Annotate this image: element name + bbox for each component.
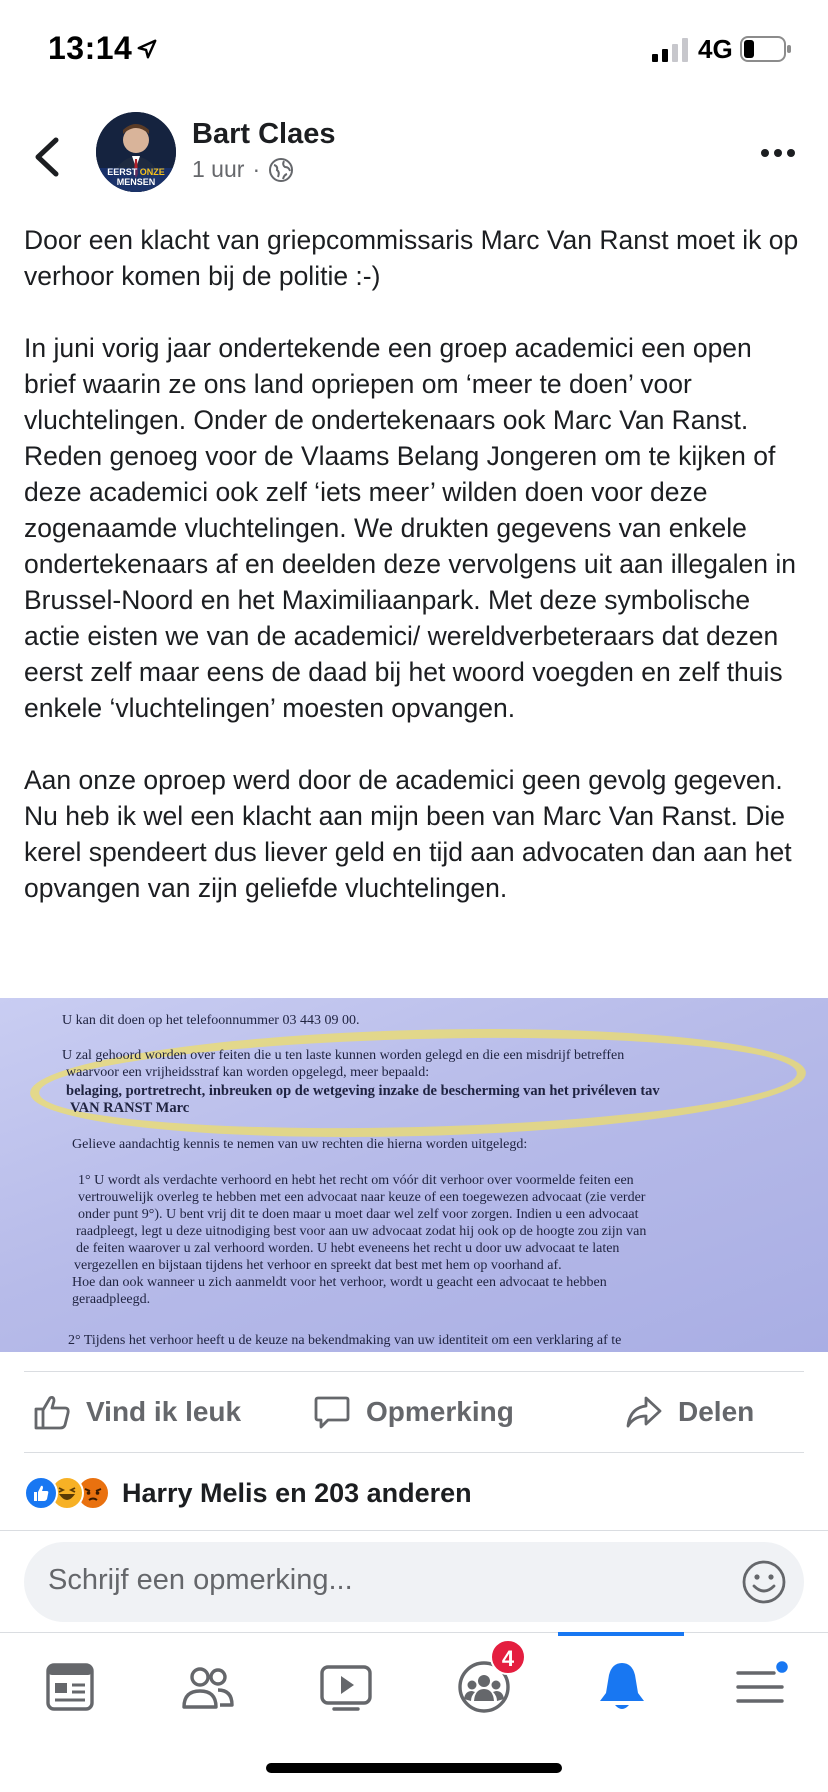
divider [24,1452,804,1453]
back-arrow-icon[interactable] [28,134,68,180]
like-reaction-icon [24,1476,58,1510]
post-photo-document[interactable] [0,998,828,1352]
comment-input[interactable] [24,1542,804,1622]
post-actions [0,1372,828,1452]
signal-strength-icon [652,38,690,62]
status-bar [0,0,828,100]
bell-icon [592,1657,652,1717]
nav-menu[interactable] [730,1657,790,1717]
post-time[interactable]: 1 uur [192,156,245,182]
network-type: 4G [698,34,733,64]
nav-watch[interactable] [316,1657,376,1717]
doc-line: Gelieve aandachtig kennis te nemen van uw rechten die hierna worden uitgelegd: [72,1137,528,1152]
reactions-summary[interactable] [24,1472,472,1514]
watch-video-icon [316,1657,376,1717]
comment-button[interactable] [312,1392,514,1432]
active-tab-indicator [558,1632,684,1636]
battery-icon [740,36,792,62]
doc-line: vergezellen en bijstaan tijdens het verhoor en spreekt dat best met hem op voorhand af. [74,1258,562,1273]
post-header [0,110,828,202]
doc-line: onder punt 9°). U bent vrij dit te doen maar u moet daar wel zelf voor zorgen. Indien u een advocaat [78,1207,639,1222]
doc-line: 2° Tijdens het verhoor heeft u de keuze na bekendmaking van uw identiteit om een verklaring af te [68,1333,622,1348]
doc-line: U kan dit doen op het telefoonnummer 03 443 09 00. [62,1013,360,1028]
nav-news-feed[interactable] [40,1657,100,1717]
emoji-icon[interactable] [740,1558,788,1606]
news-feed-icon [40,1657,100,1717]
comment-bubble-icon [312,1392,352,1432]
comment-label: Opmerking [366,1396,514,1427]
hamburger-menu-icon [730,1657,790,1717]
groups-notification-badge: 4 [490,1639,526,1675]
thumbs-up-icon [32,1392,72,1432]
like-button[interactable] [32,1392,241,1432]
doc-line-bold: VAN RANST Marc [70,1100,190,1116]
nav-groups[interactable] [454,1646,515,1717]
author-avatar[interactable] [96,112,176,192]
like-label: Vind ik leuk [86,1396,242,1427]
more-options-icon[interactable] [758,138,798,168]
comment-placeholder: Schrijf een opmerking... [48,1564,353,1596]
doc-line-bold: belaging, portretrecht, inbreuken op de wetgeving inzake de bescherming van het privéleven tav [66,1083,660,1099]
post-paragraph: Aan onze oproep werd door de academici geen gevolg gegeven. Nu heb ik wel een klacht aan mijn been van Marc Van Ranst. Die kerel spendeert dus liever geld en tijd aan advocaten dan aan het opvangen van zijn geliefde vluchtelingen. [24,765,792,903]
doc-line: geraadpleegd. [72,1292,151,1307]
avatar-caption-2: ONZE [139,167,165,177]
location-arrow-icon [136,38,158,60]
post-body [24,222,808,942]
friends-icon [178,1657,238,1717]
meta-separator: · [252,156,261,182]
doc-line: de feiten waarover u zal verhoord worden. U hebt eveneens het recht u door uw advocaat te laten [76,1241,620,1256]
doc-line: 1° U wordt als verdachte verhoord en hebt het recht om vóór dit verhoor over voormelde feiten een [78,1173,634,1188]
divider [0,1530,828,1531]
reactions-names[interactable]: Harry Melis en 203 anderen [122,1477,472,1508]
share-arrow-icon [624,1392,664,1432]
doc-line: Hoe dan ook wanneer u zich aanmeldt voor het verhoor, wordt u geacht een advocaat te hebben [72,1275,607,1290]
share-button[interactable] [624,1392,754,1432]
post-meta [192,156,294,183]
doc-line: raadpleegt, legt u deze uitnodiging best voor aan uw advocaat zodat hij ook op de hoogte zou zijn van [76,1224,647,1239]
bottom-navigation [0,1632,828,1792]
avatar-caption-1: EERST [107,167,138,177]
post-paragraph: Door een klacht van griepcommissaris Marc Van Ranst moet ik op verhoor komen bij de politie :-) [24,225,799,291]
author-name[interactable]: Bart Claes [192,118,336,150]
post-paragraph: In juni vorig jaar ondertekende een groep academici een open brief waarin ze ons land opriepen om ‘meer te doen’ voor vluchtelingen. Onder de ondertekenaars ook Marc Van Ranst. Reden genoeg voor de Vlaams Belang Jongeren om te kijken of deze academici ook zelf ‘iets meer’ wilden doen voor deze zogenaamde vluchtelingen. We drukten gegevens van enkele ondertekenaars af en deelden deze vervolgens uit aan illegalen in Brussel-Noord en het Maximiliaanpark. Met deze symbolische actie eisten we van de academici/ wereldverbeteraars dat dezen eerst zelf maar eens de daad bij het woord voegden en zelf thuis enkele ‘vluchtelingen’ moesten opvangen. [24,333,796,723]
avatar-caption-3: MENSEN [116,177,156,187]
globe-icon [268,157,294,183]
nav-notifications[interactable] [592,1657,652,1717]
doc-line: vertrouwelijk overleg te hebben met een advocaat naar keuze of een toegewezen advocaat (zie verder [78,1190,646,1205]
doc-line: U zal gehoord worden over feiten die u ten laste kunnen worden gelegd en die een misdrijf betreffen [62,1048,625,1063]
status-time: 13:14 [48,30,133,66]
home-indicator[interactable] [266,1763,562,1773]
doc-line: waarvoor een vrijheidsstraf kan worden opgelegd, meer bepaald: [66,1065,430,1080]
share-label: Delen [678,1396,755,1427]
nav-friends[interactable] [178,1657,238,1717]
